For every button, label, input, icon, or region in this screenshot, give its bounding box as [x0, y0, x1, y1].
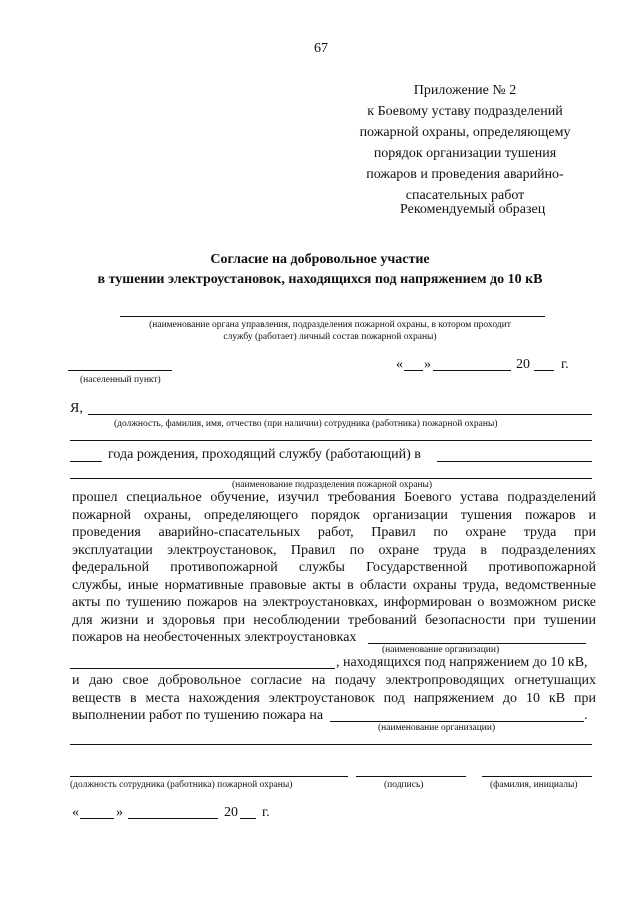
i-label: Я,: [70, 401, 83, 416]
bottom-date-close-quote: »: [116, 805, 123, 820]
appendix-block: [350, 80, 580, 206]
settlement-line[interactable]: [68, 370, 172, 371]
date-open-quote: «: [396, 357, 403, 372]
date-year-line[interactable]: [534, 370, 554, 371]
name-line[interactable]: [482, 776, 592, 777]
bottom-date-open-quote: «: [72, 805, 79, 820]
org-caption: (наименование организации): [382, 645, 500, 655]
date-year-prefix: 20: [516, 357, 530, 372]
body-line: федеральной противопожарной службы Государственной противопожарной: [72, 560, 596, 575]
bottom-date-year-line[interactable]: [240, 818, 256, 819]
org-caption-2: службу (работает) личный состав пожарной охраны): [223, 332, 437, 342]
date-month-line[interactable]: [433, 370, 511, 371]
consent-line: и даю свое добровольное согласие на подачу электропроводящих огнетушащих: [72, 673, 596, 688]
bottom-date-year-prefix: 20: [224, 805, 238, 820]
body-line: пожарной охраны, определяющего порядок организации тушения пожаров и: [72, 508, 596, 523]
name-caption: (фамилия, инициалы): [490, 780, 578, 790]
settlement-caption: (населенный пункт): [80, 375, 161, 385]
org-name-line[interactable]: [120, 316, 545, 317]
appendix-line: к Боевому уставу подразделений: [367, 104, 563, 119]
unit-line[interactable]: [437, 461, 592, 462]
appendix-line: спасательных работ: [405, 188, 525, 203]
org-line-4[interactable]: [70, 744, 592, 745]
birth-year-line[interactable]: [70, 461, 102, 462]
period: .: [584, 708, 588, 723]
person-caption: (должность, фамилия, имя, отчество (при наличии) сотрудника (работника) пожарной охраны): [114, 419, 498, 429]
body-last-line: пожаров на необесточенных электроустановках: [72, 630, 357, 645]
voltage-text: , находящихся под напряжением до 10 кВ,: [336, 655, 588, 670]
document-title-line-1: Согласие на добровольное участие: [210, 252, 430, 267]
org-caption-1: (наименование органа управления, подразделения пожарной охраны, в котором проходит: [149, 320, 511, 330]
date-year-suffix: г.: [561, 357, 569, 372]
consent-line: веществ в места нахождения электроустановок под напряжением до 10 кВ при: [72, 691, 596, 706]
appendix-line: порядок организации тушения: [373, 146, 557, 161]
body-line: эксплуатации электроустановок, Правил по охране труда в подразделениях: [72, 543, 596, 558]
date-day-line[interactable]: [404, 370, 423, 371]
bottom-date-month-line[interactable]: [128, 818, 218, 819]
signature-line[interactable]: [356, 776, 466, 777]
position-caption: (должность сотрудника (работника) пожарной охраны): [70, 780, 293, 790]
body-line: акты по тушению пожаров на электроустановках, информирован о возможном риске: [72, 595, 596, 610]
unit-caption: (наименование подразделения пожарной охраны): [232, 480, 433, 490]
org-caption-2: (наименование организации): [378, 723, 496, 733]
document-title-line-2: в тушении электроустановок, находящихся под напряжением до 10 кВ: [97, 272, 543, 287]
position-line[interactable]: [70, 776, 348, 777]
date-close-quote: »: [424, 357, 431, 372]
body-line: прошел специальное обучение, изучил требования Боевого устава подразделений: [72, 490, 596, 505]
work-text: выполнении работ по тушению пожара на: [72, 708, 324, 723]
sample-label: Рекомендуемый образец: [400, 202, 546, 217]
person-line-2[interactable]: [70, 440, 592, 441]
body-line: для жизни и здоровья при несоблюдении требований безопасности при тушении: [72, 613, 596, 628]
appendix-line: пожаров и проведения аварийно-: [366, 167, 564, 182]
page-number: 67: [314, 41, 328, 56]
appendix-line: пожарной охраны, определяющему: [359, 125, 571, 140]
signature-caption: (подпись): [384, 780, 424, 790]
bottom-date-year-suffix: г.: [262, 805, 270, 820]
body-line: проведения аварийно-спасательных работ, Правил по охране труда при: [72, 525, 596, 540]
org-line-2[interactable]: [70, 668, 335, 669]
body-line: службы, иные нормативные правовые акты в области охраны труда, ведомственные: [72, 578, 596, 593]
birth-text: года рождения, проходящий службу (работающий) в: [108, 447, 421, 462]
bottom-date-day-line[interactable]: [80, 818, 114, 819]
appendix-line: Приложение № 2: [413, 83, 517, 98]
person-line[interactable]: [88, 414, 592, 415]
